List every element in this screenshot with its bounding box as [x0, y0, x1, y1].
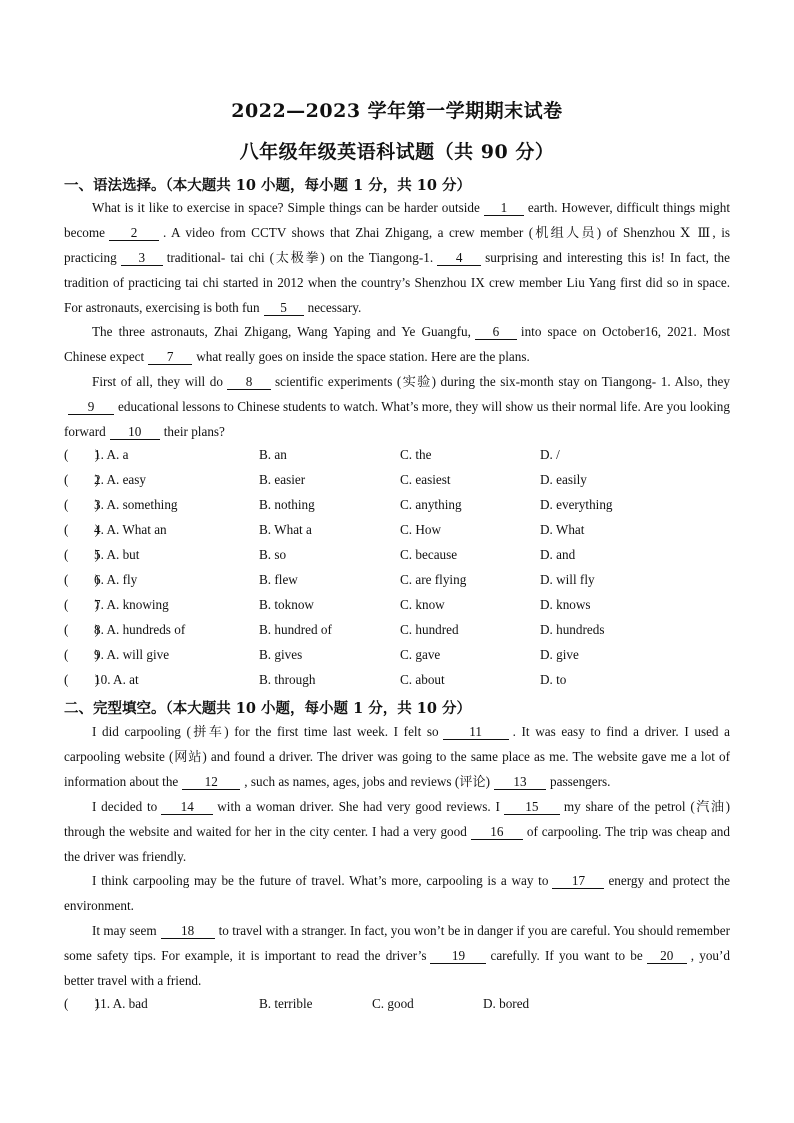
blank-17[interactable]: 17: [552, 873, 604, 889]
section2-paragraph-4: It may seem 18 to travel with a stranger. In fact, you won’t be in danger if you are careful. You should remember some safety tips. For example, it is important to read the driver’s 19 carefully. If you want to be 20 , you’d better travel with a friend.: [64, 923, 731, 988]
option-d[interactable]: D. bored: [483, 996, 530, 1011]
option-a[interactable]: 1. A. a: [94, 447, 129, 462]
answer-bracket[interactable]: ( ): [64, 572, 100, 587]
option-c[interactable]: C. the: [400, 447, 432, 462]
option-a[interactable]: 8. A. hundreds of: [94, 622, 186, 637]
option-a[interactable]: 4. A. What an: [94, 522, 167, 537]
answer-bracket[interactable]: ( ): [64, 472, 100, 487]
blank-4[interactable]: 4: [437, 250, 481, 266]
section2-paragraph-3: I think carpooling may be the future of travel. What’s more, carpooling is a way to 17 energy and protect the environment.: [64, 873, 731, 913]
option-d[interactable]: D. hundreds: [540, 622, 605, 637]
option-a[interactable]: 3. A. something: [94, 497, 178, 512]
question-row: [64, 996, 764, 1021]
section1-questions: [64, 447, 764, 697]
section2-paragraph-1: I did carpooling (拼车) for the first time last week. I felt so 11 . It was easy to find a driver. I used a carpooling website (网站) and found a driver. The driver was going to the same place as me. The website gave me a lot of information about the 12 , such as names, ages, jobs and reviews (评论) 13 passengers.: [64, 724, 730, 789]
option-b[interactable]: B. What a: [259, 522, 312, 537]
option-b[interactable]: B. easier: [259, 472, 306, 487]
blank-16[interactable]: 16: [471, 824, 523, 840]
blank-2[interactable]: 2: [109, 225, 159, 241]
blank-15[interactable]: 15: [504, 799, 560, 815]
option-d[interactable]: D. and: [540, 547, 576, 562]
exam-subtitle: 八年级年级英语科试题（共 90 分）: [239, 141, 555, 163]
blank-3[interactable]: 3: [121, 250, 163, 266]
blank-1[interactable]: 1: [484, 200, 524, 216]
option-b[interactable]: B. flew: [259, 572, 298, 587]
option-c[interactable]: C. because: [400, 547, 458, 562]
question-row: [64, 472, 764, 497]
answer-bracket[interactable]: ( ): [64, 497, 100, 512]
answer-bracket[interactable]: ( ): [64, 597, 100, 612]
option-a[interactable]: 11. A. bad: [94, 996, 148, 1011]
option-b[interactable]: B. nothing: [259, 497, 315, 512]
blank-6[interactable]: 6: [475, 324, 517, 340]
option-d[interactable]: D. What: [540, 522, 585, 537]
option-d[interactable]: D. everything: [540, 497, 613, 512]
answer-bracket[interactable]: ( ): [64, 672, 100, 687]
answer-bracket[interactable]: ( ): [64, 996, 100, 1011]
option-c[interactable]: C. about: [400, 672, 445, 687]
option-c[interactable]: C. are flying: [400, 572, 467, 587]
answer-bracket[interactable]: ( ): [64, 522, 100, 537]
option-a[interactable]: 6. A. fly: [94, 572, 138, 587]
question-row: [64, 547, 764, 572]
option-b[interactable]: B. so: [259, 547, 287, 562]
section1-paragraph-2: The three astronauts, Zhai Zhigang, Wang Yaping and Ye Guangfu, 6 into space on October16, 2021. Most Chinese expect 7 what really goes on inside the space station. Here are the plans.: [64, 324, 731, 364]
option-c[interactable]: C. good: [372, 996, 414, 1011]
question-row: [64, 497, 764, 522]
option-b[interactable]: B. toknow: [259, 597, 314, 612]
question-row: [64, 447, 764, 472]
option-b[interactable]: B. through: [259, 672, 316, 687]
option-c[interactable]: C. gave: [400, 647, 441, 662]
option-c[interactable]: C. hundred: [400, 622, 459, 637]
section2-questions: [64, 996, 764, 1021]
option-b[interactable]: B. gives: [259, 647, 303, 662]
section1-paragraph-1: What is it like to exercise in space? Simple things can be harder outside 1 earth. However, difficult things might become 2 . A video from CCTV shows that Zhai Zhigang, a crew member (机组人员) of Shenzhou Ⅹ Ⅲ, is practicing 3 traditional- tai chi (太极拳) on the Tiangong-1. 4 surprising and interesting this is! In fact, the tradition of practicing tai chi started in 2012 when the country’s Shenzhou IX crew member Liu Yang first did so in space. For astronauts, exercising is both fun 5 necessary.: [64, 200, 730, 315]
section2-paragraph-2: I decided to 14 with a woman driver. She had very good reviews. I 15 my share of the petrol (汽油) through the website and waited for her in the city center. I had a very good 16 of carpooling. The trip was cheap and the driver was friendly.: [64, 799, 730, 864]
option-a[interactable]: 10. A. at: [94, 672, 139, 687]
option-b[interactable]: B. hundred of: [259, 622, 332, 637]
blank-7[interactable]: 7: [148, 349, 192, 365]
option-d[interactable]: D. easily: [540, 472, 587, 487]
option-d[interactable]: D. will fly: [540, 572, 595, 587]
option-c[interactable]: C. anything: [400, 497, 462, 512]
answer-bracket[interactable]: ( ): [64, 647, 100, 662]
blank-9[interactable]: 9: [68, 399, 114, 415]
section1-heading: 一、语法选择。（本大题共 10 小题，每小题 1 分，共 10 分）: [64, 177, 471, 194]
question-row: [64, 522, 764, 547]
option-a[interactable]: 2. A. easy: [94, 472, 147, 487]
blank-14[interactable]: 14: [161, 799, 213, 815]
option-c[interactable]: C. How: [400, 522, 442, 537]
option-d[interactable]: D. knows: [540, 597, 591, 612]
option-a[interactable]: 9. A. will give: [94, 647, 170, 662]
answer-bracket[interactable]: ( ): [64, 547, 100, 562]
answer-bracket[interactable]: ( ): [64, 447, 100, 462]
option-d[interactable]: D. give: [540, 647, 579, 662]
question-row: [64, 597, 764, 622]
option-b[interactable]: B. terrible: [259, 996, 313, 1011]
question-row: [64, 647, 764, 672]
blank-8[interactable]: 8: [227, 374, 271, 390]
question-row: [64, 672, 764, 697]
answer-bracket[interactable]: ( ): [64, 622, 100, 637]
blank-12[interactable]: 12: [182, 774, 240, 790]
blank-5[interactable]: 5: [264, 300, 304, 316]
section1-paragraph-3: First of all, they will do 8 scientific experiments (实验) during the six-month stay on Tiangong- 1. Also, they9 educational lessons to Chinese students to watch. What’s more, they will show us their normal life. Are you looking forward 10 their plans?: [64, 374, 730, 439]
option-d[interactable]: D. /: [540, 447, 560, 462]
section2-heading: 二、完型填空。（本大题共 10 小题，每小题 1 分，共 10 分）: [64, 700, 471, 717]
blank-13[interactable]: 13: [494, 774, 546, 790]
option-a[interactable]: 5. A. but: [94, 547, 140, 562]
option-c[interactable]: C. know: [400, 597, 445, 612]
blank-18[interactable]: 18: [161, 923, 215, 939]
question-row: [64, 622, 764, 647]
blank-19[interactable]: 19: [430, 948, 486, 964]
option-c[interactable]: C. easiest: [400, 472, 451, 487]
blank-10[interactable]: 10: [110, 424, 160, 440]
option-d[interactable]: D. to: [540, 672, 567, 687]
exam-title: 2022—2023 学年第一学期期末试卷: [231, 100, 563, 122]
question-row: [64, 572, 764, 597]
option-a[interactable]: 7. A. knowing: [94, 597, 169, 612]
option-b[interactable]: B. an: [259, 447, 287, 462]
blank-20[interactable]: 20: [647, 948, 687, 964]
blank-11[interactable]: 11: [443, 724, 509, 740]
